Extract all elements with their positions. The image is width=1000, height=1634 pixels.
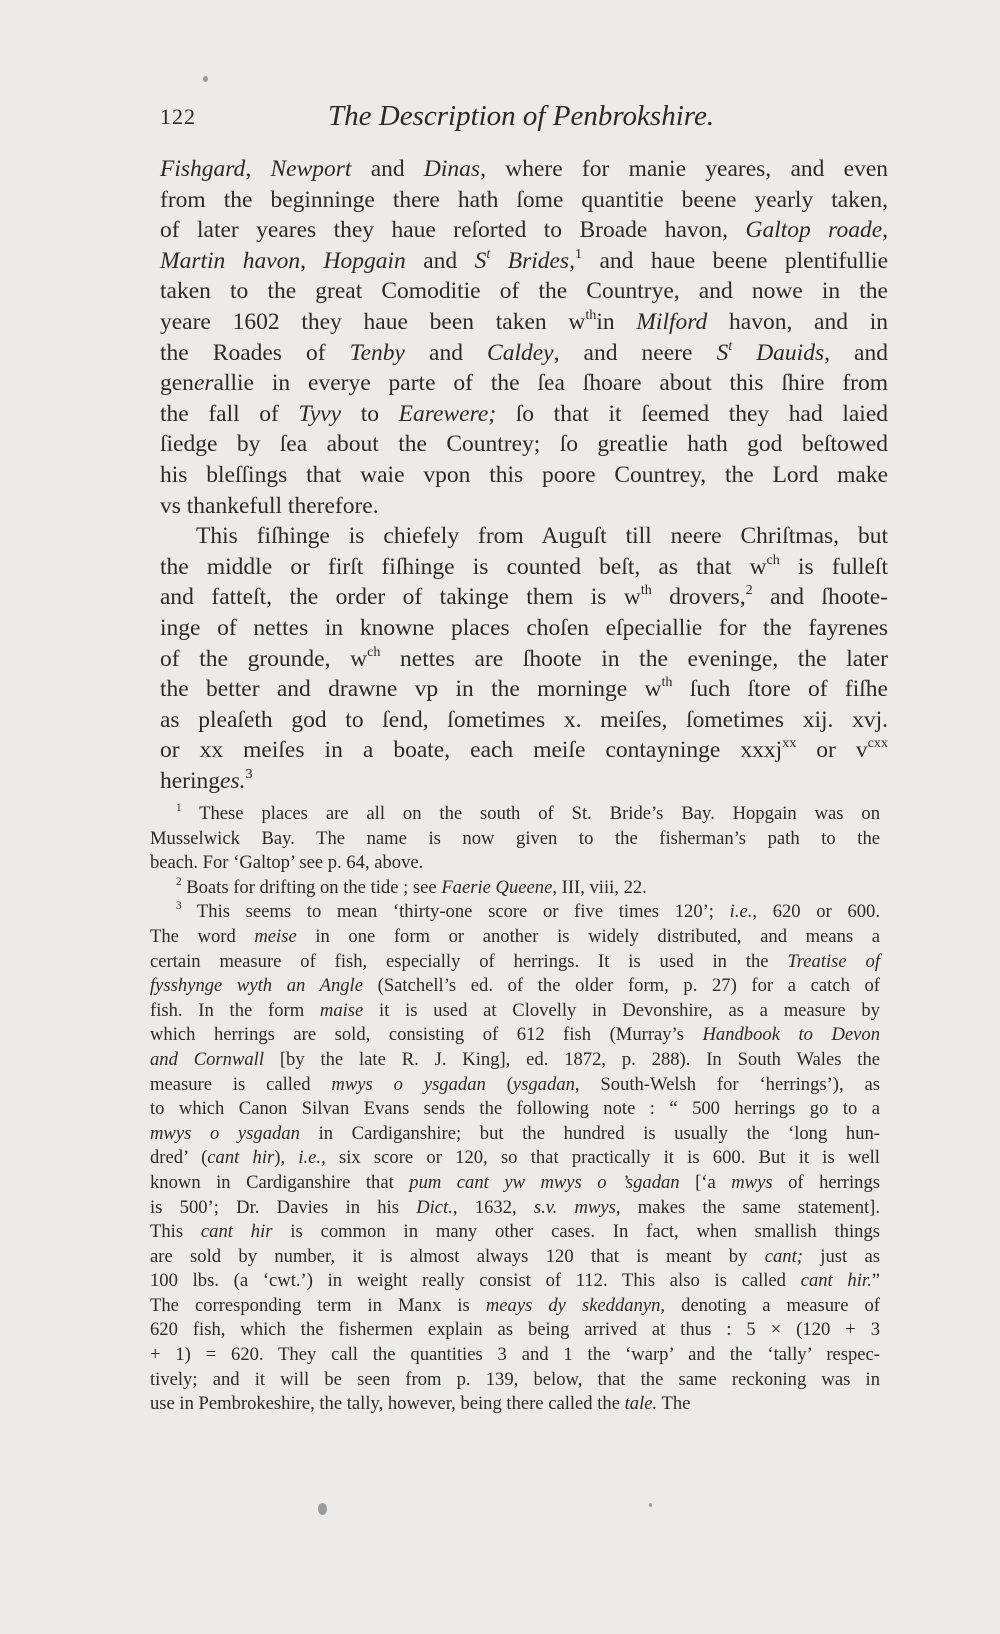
- footnote-line: certain measure of fish, especially of herrings. It is used in the Treatise of: [150, 950, 881, 972]
- ink-spot: [318, 1503, 327, 1515]
- text-line: the Roades of Tenby and Caldey, and neere $S^t$ Dauids, and: [160, 337, 888, 366]
- text-line: and fatteſt, the order of takinge them is $w^{th}$ drovers,$^2$ and ſhoote-: [160, 582, 889, 611]
- text-line: as pleaſeth god to ſend, ſometimes x. meiſes, ſometimes xij. xvj.: [160, 706, 888, 733]
- footnote-line: beach. For ‘Galtop’ see p. 64, above.: [150, 852, 424, 874]
- footnote-line: dred’ (cant hir), i.e., six score or 120, so that practically it is 600. But it is well: [150, 1147, 880, 1169]
- text-line: yeare 1602 they haue been taken $w^{th}in$ Milford havon, and in: [160, 307, 889, 335]
- footnote-line: $^2$ Boats for drifting on the tide ; see Faerie Queene, III, viii, 22.: [176, 875, 647, 898]
- footnote-line: 620 fish, which the fishermen explain as being arrived at thus : 5 × (120 + 3: [150, 1319, 880, 1341]
- ink-spot: [203, 76, 208, 82]
- footnote-line: and Cornwall [by the late R. J. King], ed. 1872, p. 288). In South Wales the: [150, 1048, 880, 1070]
- footnote-line: fish. In the form maise it is used at Clovelly in Devonshire, as a measure by: [150, 999, 880, 1021]
- footnote-line: are sold by number, it is almost always 120 that is meant by cant; just as: [150, 1245, 880, 1267]
- text-line: from the beginninge there hath ſome quantitie beene yearly taken,: [160, 186, 888, 213]
- footnote-line: tively; and it will be seen from p. 139, below, that the same reckoning was in: [150, 1368, 880, 1390]
- ink-spot: [649, 1503, 652, 1507]
- text-line: or xx meiſes in a boate, each meiſe contayninge xxxj$^{xx}$ or $v^{cxx}$: [160, 735, 889, 764]
- footnote-line: is 500’; Dr. Davies in his Dict., 1632, s.v. mwys, makes the same statement].: [150, 1196, 881, 1218]
- footnotes: [150, 802, 880, 1417]
- text-line: his bleſſings that waie vpon this poore Countrey, the Lord make: [160, 461, 888, 488]
- footnote-line: The word meise in one form or another is widely distributed, and means a: [150, 925, 880, 947]
- text-line: the fall of Tyvy to Earewere; ſo that it ſeemed they had laied: [160, 400, 889, 427]
- text-line: ſiedge by ſea about the Countrey; ſo greatlie hath god beſtowed: [160, 431, 888, 458]
- text-line: the better and drawne vp in the morninge $w^{th}$ ſuch ſtore of fiſhe: [160, 674, 888, 703]
- footnote-line: $^3$ This seems to mean ‘thirty-one score or five times 120’; i.e., 620 or 600.: [176, 900, 880, 923]
- text-line: generallie in everye parte of the ſea ſhoare about this ſhire from: [160, 370, 888, 397]
- footnote-line: + 1) = 620. They call the quantities 3 and 1 the ‘warp’ and the ‘tally’ respec-: [150, 1344, 880, 1366]
- page-header: [160, 100, 880, 140]
- footnote-line: $^1$ These places are all on the south of St. Bride’s Bay. Hopgain was on: [176, 802, 880, 824]
- footnote-line: use in Pembrokeshire, the tally, however, being there called the tale. The: [150, 1393, 691, 1415]
- footnote-line: fysshynge wyth an Angle (Satchell’s ed. of the older form, p. 27) for a catch of: [150, 975, 881, 997]
- main-text: [160, 154, 888, 796]
- text-line: heringes.$^3$: [160, 766, 253, 794]
- footnote-line: mwys o ysgadan in Cardiganshire; but the hundred is usually the ‘long hun-: [150, 1122, 880, 1144]
- text-line: This fiſhinge is chiefely from Auguſt till neere Chriſtmas, but: [196, 523, 888, 550]
- footnote-line: to which Canon Silvan Evans sends the following note : “ 500 herrings go to a: [150, 1098, 880, 1120]
- text-line: of the grounde, $w^{ch}$ nettes are ſhoote in the eveninge, the later: [160, 643, 888, 672]
- text-line: of later yeares they haue reſorted to Broade havon, Galtop roade,: [160, 217, 888, 244]
- footnote-line: Musselwick Bay. The name is now given to the fisherman’s path to the: [150, 827, 880, 849]
- footnote-line: known in Cardiganshire that pum cant yw mwys o ’sgadan [‘a mwys of herrings: [150, 1171, 880, 1193]
- footnote-line: The corresponding term in Manx is meays dy skeddanyn, denoting a measure of: [150, 1294, 880, 1316]
- text-line: taken to the great Comoditie of the Countrye, and nowe in the: [160, 278, 888, 305]
- text-line: Martin havon, Hopgain and $S^t$ Brides,$^1$ and haue beene plentifullie: [160, 245, 888, 274]
- page-number: 122: [160, 104, 196, 129]
- footnote-line: 100 lbs. (a ‘cwt.’) in weight really consist of 112. This also is called cant hir.”: [150, 1270, 880, 1292]
- footnote-line: measure is called mwys o ysgadan (ysgadan, South-Welsh for ‘herrings’), as: [150, 1073, 881, 1095]
- footnote-line: This cant hir is common in many other cases. In fact, when smallish things: [150, 1221, 880, 1243]
- text-line: Fishgard, Newport and Dinas, where for manie yeares, and even: [160, 156, 889, 182]
- text-line: vs thankefull therefore.: [160, 492, 379, 519]
- running-title: The Description of Penbrokshire.: [328, 100, 715, 132]
- footnote-line: which herrings are sold, consisting of 612 fish (Murray’s Handbook to Devon: [150, 1024, 880, 1046]
- text-line: the middle or firſt fiſhinge is counted beſt, as that $w^{ch}$ is fulleſt: [160, 551, 888, 580]
- text-line: inge of nettes in knowne places choſen eſpeciallie for the fayrenes: [160, 614, 888, 641]
